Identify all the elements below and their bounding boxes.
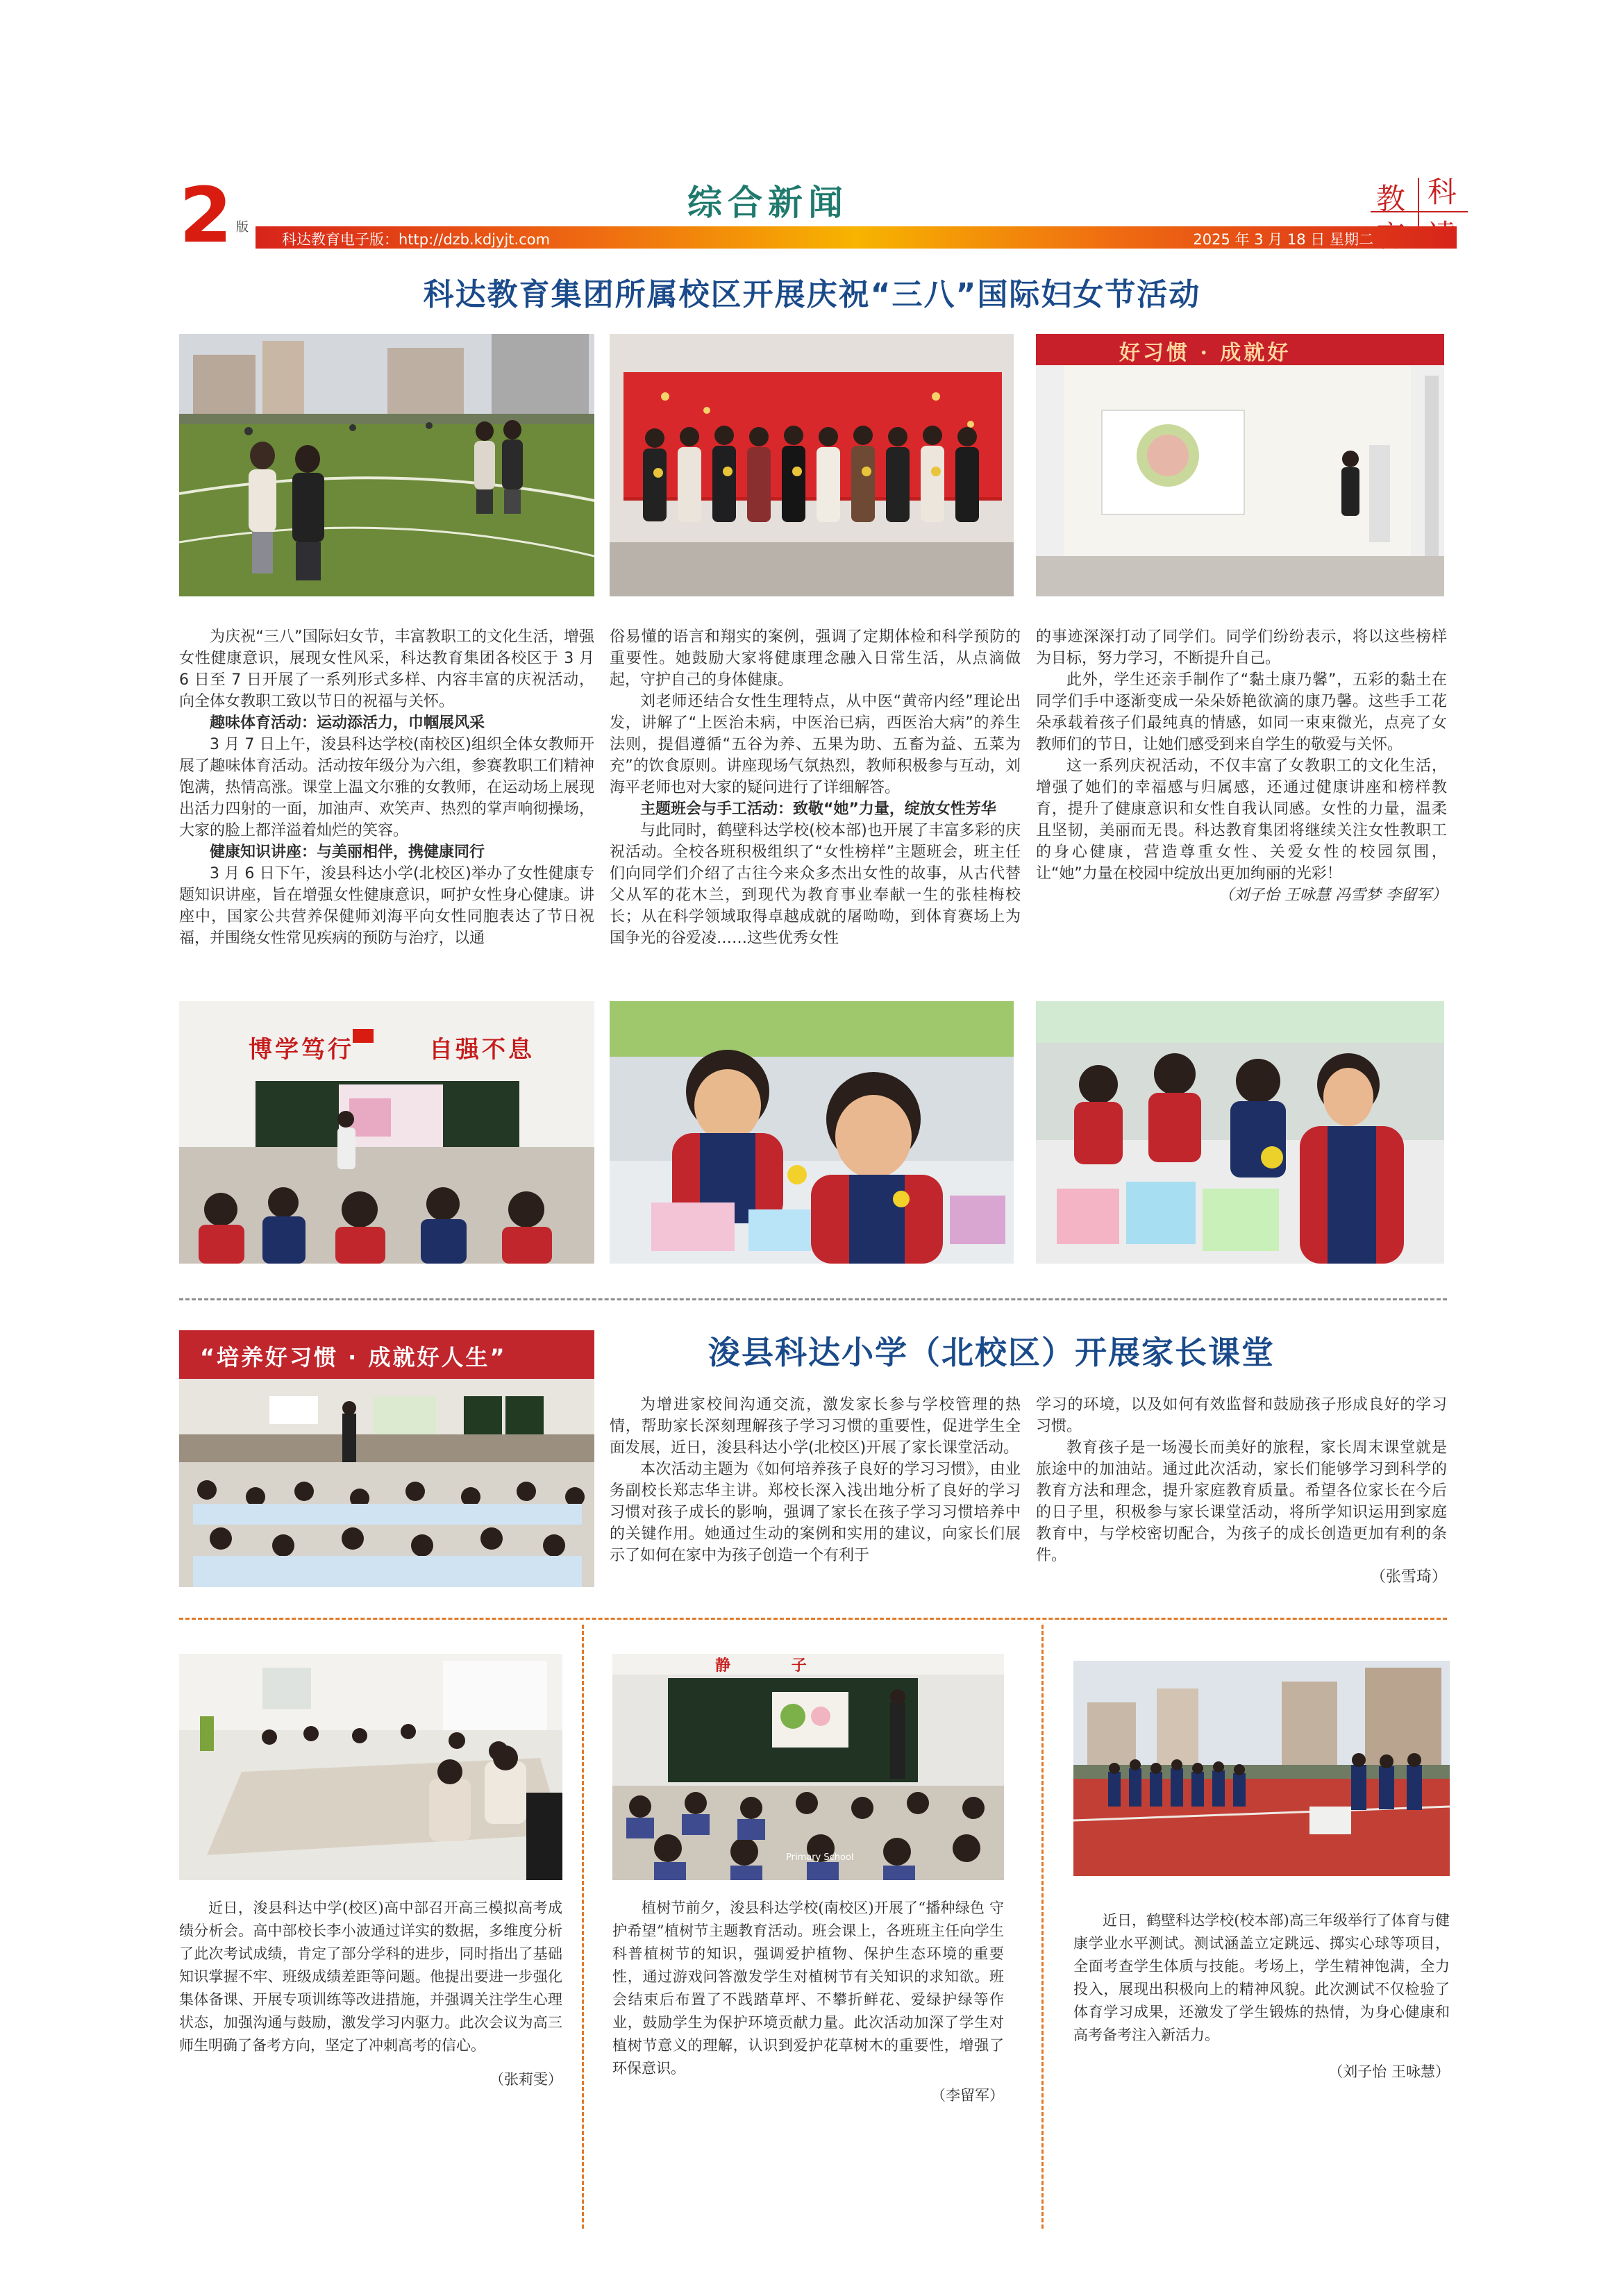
brief1-p1: 近日，浚县科达中学(校区)高中部召开高三模拟高考成绩分析会。高中部校长李小波通过详实的数据，多维度分析了此次考试成绩，肯定了部分学科的进步，同时指出了基础知识掌握不牢、班级成绩差距等问题。他提出要进一步强化集体备课、开展专项训练等改进措施，并强调关注学生心理状态，加强沟通与鼓励，激发学习内驱力。此次会议为高三师生明确了备考方向，坚定了冲刺高考的信心。	[179, 1900, 562, 2054]
issue-date: 2025 年 3 月 18 日 星期二	[1193, 231, 1373, 248]
article2-column-1	[610, 1394, 1021, 1566]
a1c3-p3: 这一系列庆祝活动，不仅丰富了女教职工的文化生活，增强了她们的幸福感与归属感，还通过健康讲座和榜样教育，提升了健康意识和女性自我认同感。女性的力量，温柔且坚韧，美丽而无畏。科达教育集团将继续关注女性教职工的身心健康，营造尊重女性、关爱女性的校园氛围，让“她”力量在校园中绽放出更加绚丽的光彩！	[1036, 757, 1447, 882]
brief3-signature: （刘子怡 王咏慧）	[1328, 2063, 1450, 2080]
page-number: 2	[179, 171, 233, 260]
photo-classroom-meeting	[179, 1001, 594, 1264]
a2c1-p2: 本次活动主题为《如何培养孩子良好的学习习惯》，由业务副校长郑志华主讲。郑校长深入浅出地分析了良好的学习习惯对孩子成长的影响，强调了家长在孩子学习习惯培养中的关键作用。她通过生动的案例和实用的建议，向家长们展示了如何在家中为孩子创造一个有利于	[610, 1461, 1021, 1564]
section-title: 综合新闻	[687, 183, 848, 223]
article1-column-3	[1036, 626, 1447, 906]
a1c2-subhead: 主题班会与手工活动：致敬“她”力量，绽放女性芳华	[640, 801, 996, 818]
photo-clay-carnation-1	[610, 1001, 1014, 1264]
a2c2-p2: 教育孩子是一场漫长而美好的旅程，家长周末课堂就是旅途中的加油站。通过此次活动，家长们能够学习到科学的教育方法和理念，提升家庭教育质量。希望各位家长在今后的日子里，积极参与家长课堂活动，将所学知识运用到家庭教育中，与学校密切配合，为孩子的成长创造更加有利的条件。	[1036, 1439, 1447, 1564]
brief1-text	[179, 1897, 562, 2091]
brief-column-divider-2	[1041, 1625, 1044, 2229]
a2c2-p1: 学习的环境，以及如何有效监督和鼓励孩子形成良好的学习习惯。	[1036, 1396, 1447, 1435]
photo-sports-activity	[179, 334, 594, 596]
a2-signature: （张雪琦）	[1370, 1568, 1447, 1586]
brief2-signature: （李留军）	[931, 2087, 1004, 2104]
article2-column-2	[1036, 1394, 1447, 1588]
photo-arbor-day-class	[612, 1654, 1004, 1880]
website-url[interactable]: 科达教育电子版：http://dzb.kdjyjt.com	[282, 231, 551, 248]
brief-divider	[179, 1618, 1447, 1620]
a2c1-p1: 为增进家校间沟通交流，激发家长参与学校管理的热情，帮助家长深刻理解孩子学习习惯的重要性，促进学生全面发展，近日，浚县科达小学(北校区)开展了家长课堂活动。	[610, 1396, 1021, 1457]
article1-column-1	[179, 626, 594, 949]
photo-group-teachers	[610, 334, 1014, 596]
header-bar	[256, 226, 1457, 249]
page-label: 版	[236, 220, 249, 235]
photo-banner-text: 好习惯 · 成就好	[1119, 341, 1291, 365]
photo-health-lecture	[1036, 334, 1444, 596]
a1c1-p2: 3 月 7 日上午，浚县科达学校(南校区)组织全体女教师开展了趣味体育活动。活动按年级分为六组，参赛教职工们精神饱满，热情高涨。课堂上温文尔雅的女教师，在运动场上展现出活力四射的一面，加油声、欢笑声、热烈的掌声响彻操场，大家的脸上都洋溢着灿烂的笑容。	[179, 736, 594, 839]
school-sign: Primary School	[786, 1852, 854, 1863]
article1-column-2	[610, 626, 1021, 949]
a1c3-p1: 的事迹深深打动了同学们。同学们纷纷表示，将以这些榜样为目标，努力学习，不断提升自己。	[1036, 628, 1447, 667]
photo-exam-analysis-meeting	[179, 1654, 562, 1880]
article2-title: 浚县科达小学（北校区）开展家长课堂	[708, 1334, 1275, 1371]
brief3-p1: 近日，鹤壁科达学校(校本部)高三年级举行了体育与健康学业水平测试。测试涵盖立定跳远、掷实心球等项目，全面考查学生体质与技能。考场上，学生精神饱满，全力投入，展现出积极向上的精神风貌。此次测试不仅检验了体育学习成果，还激发了学生锻炼的热情，为身心健康和高考备考注入新活力。	[1073, 1912, 1450, 2043]
a1c1-subhead-2: 健康知识讲座：与美丽相伴，携健康同行	[210, 844, 485, 861]
photo-pe-test	[1073, 1661, 1450, 1876]
section-divider	[179, 1298, 1447, 1300]
classroom-banner-left: 博学笃行	[249, 1036, 354, 1064]
photo-clay-carnation-2	[1036, 1001, 1444, 1264]
logo-char-1: 教	[1376, 182, 1406, 216]
brief-column-divider-1	[582, 1625, 584, 2229]
a1c3-p2: 此外，学生还亲手制作了“黏土康乃馨”，五彩的黏土在同学们手中逐渐变成一朵朵娇艳欲滴的康乃馨。这些手工花朵承载着孩子们最纯真的情感，如同一束束微光，点亮了女教师们的节日，让她们感受到来自学生的敬爱与关怀。	[1036, 671, 1447, 753]
a1c2-p1: 俗易懂的语言和翔实的案例，强调了定期体检和科学预防的重要性。她鼓励大家将健康理念融入日常生活，从点滴做起，守护自己的身体健康。	[610, 628, 1021, 689]
brief3-text	[1073, 1909, 1450, 2084]
a1c2-p2: 刘老师还结合女性生理特点，从中医“黄帝内经”理论出发，讲解了“上医治未病，中医治已病，西医治大病”的养生法则，提倡遵循“五谷为养、五果为助、五畜为益、五菜为充”的饮食原则。讲座现场气氛热烈，教师积极参与互动，刘海平老师也对大家的疑问进行了详细解答。	[610, 693, 1021, 796]
photo-parent-class	[179, 1330, 594, 1587]
brief2-p1: 植树节前夕，浚县科达学校(南校区)开展了“播种绿色 守护希望”植树节主题教育活动。班会课上，各班班主任向学生科普植树节的知识，强调爱护植物、保护生态环境的重要性，通过游戏问答激发学生对植树节有关知识的求知欲。班会结束后布置了不践踏草坪、不攀折鲜花、爱绿护绿等作业，鼓励学生为保护环境贡献力量。此次活动加深了学生对植树节意义的理解，认识到爱护花草树木的重要性，增强了环保意识。	[612, 1900, 1004, 2077]
article1-title: 科达教育集团所属校区开展庆祝“三八”国际妇女节活动	[423, 277, 1201, 312]
logo-char-2: 科	[1428, 175, 1457, 209]
parent-class-banner: “培养好习惯 · 成就好人生”	[200, 1344, 507, 1371]
a1-signature: （刘子怡 王咏慧 冯雪梦 李留军）	[1219, 887, 1447, 904]
brief1-signature: （张莉雯）	[489, 2071, 562, 2088]
classroom-banner-right: 自强不息	[429, 1036, 535, 1064]
a1c1-subhead-1: 趣味体育活动：运动添活力，巾帼展风采	[210, 714, 485, 732]
a1c2-p3: 与此同时，鹤壁科达学校(校本部)也开展了丰富多彩的庆祝活动。全校各班积极组织了“女性榜样”主题班会，班主任们向同学们介绍了古往今来众多杰出女性的故事，从古代替父从军的花木兰，到现代为教育事业奉献一生的张桂梅校长；从在科学领域取得卓越成就的屠呦呦，到体育赛场上为国争光的谷爱凌……这些优秀女性	[610, 822, 1021, 947]
a1c1-p1: 为庆祝“三八”国际妇女节，丰富教职工的文化生活，增强女性健康意识，展现女性风采，科达教育集团各校区于 3 月 6 日至 7 日开展了一系列形式多样、内容丰富的庆祝活动，向全体女教职工致以节日的祝福与关怀。	[179, 628, 594, 710]
a1c1-p3: 3 月 6 日下午，浚县科达小学(北校区)举办了女性健康专题知识讲座，旨在增强女性健康意识，呵护女性身心健康。讲座中，国家公共营养保健师刘海平向女性同胞表达了节日祝福，并围绕女性常见疾病的预防与治疗，以通	[179, 865, 594, 947]
brief2-text	[612, 1897, 1004, 2107]
arbor-classroom-banner: 静 子	[715, 1657, 835, 1675]
